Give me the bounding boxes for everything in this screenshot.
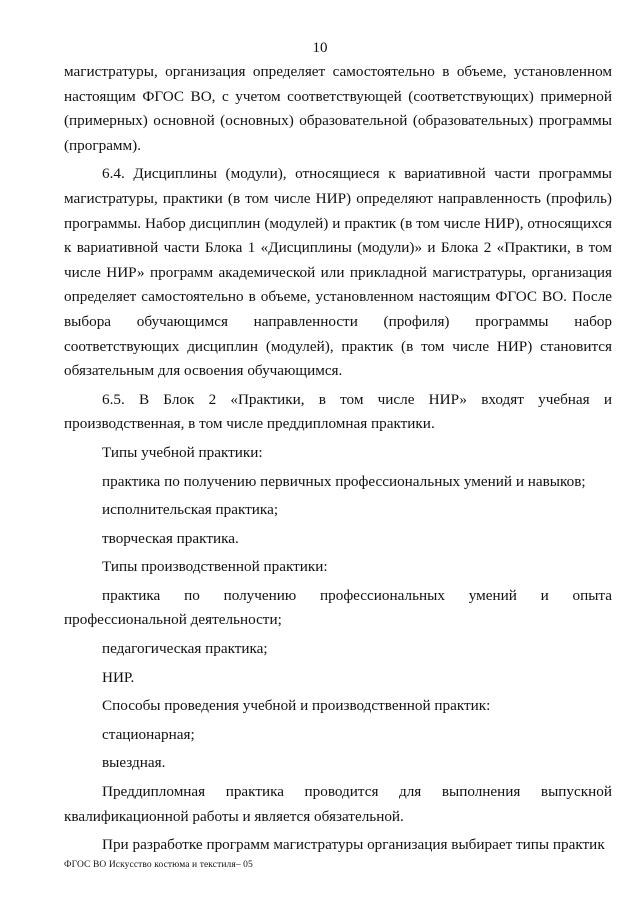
list-item: практика по получению профессиональных умений и опыта профессиональной деятельности; [64, 586, 612, 629]
list-item: выездная. [102, 754, 166, 772]
heading-production-practice-types: Типы производственной практики: [102, 558, 328, 576]
page-number: 10 [312, 40, 328, 56]
list-item: педагогическая практика; [102, 640, 268, 658]
heading-educational-practice-types: Типы учебной практики: [102, 443, 263, 461]
footer-standard-code: ФГОС ВО Искусство костюма и текстиля– 05 [64, 860, 253, 870]
list-item: НИР. [102, 668, 135, 686]
list-item: стационарная; [102, 725, 195, 743]
paragraph-continuation: магистратуры, организация определяет самостоятельно в объеме, установленном настоящим ФГОС ВО, с учетом соответствующей (соответствующих) примерной (примерных) основной (основных) образовательной (образовательных) программы (программ). [64, 63, 612, 154]
paragraph-pre-diploma: Преддипломная практика проводится для выполнения выпускной квалификационной работы и является обязательной. [64, 783, 612, 825]
heading-practice-methods: Способы проведения учебной и производственной практик: [102, 697, 491, 715]
paragraph-6-4: 6.4. Дисциплины (модули), относящиеся к вариативной части программы магистратуры, практики (в том числе НИР) определяют направленность (профиль) программы. Набор дисциплин (модулей) и практик (в том числе НИР), относящихся к вариативной части Блока 1 «Дисциплины (модули)» и Блока 2 «Практики, в том числе НИР» программ академической или прикладной магистратуры, организация определяет самостоятельно в объеме, установленном настоящим ФГОС ВО. После выбора обучающимся направленности (профиля) программы набор соответствующих дисциплин (модулей), практик (в том числе НИР) становится обязательным для освоения обучающимся. [64, 165, 612, 380]
paragraph-6-5: 6.5. В Блок 2 «Практики, в том числе НИР» входят учебная и производственная, в том числе преддипломная практики. [64, 390, 612, 433]
list-item: практика по получению первичных профессиональных умений и навыков; [102, 472, 586, 490]
document-body [64, 60, 612, 858]
list-item: творческая практика. [102, 529, 239, 547]
list-item: исполнительская практика; [102, 501, 279, 519]
paragraph-program-development: При разработке программ магистратуры организация выбирает типы практик [102, 836, 605, 854]
